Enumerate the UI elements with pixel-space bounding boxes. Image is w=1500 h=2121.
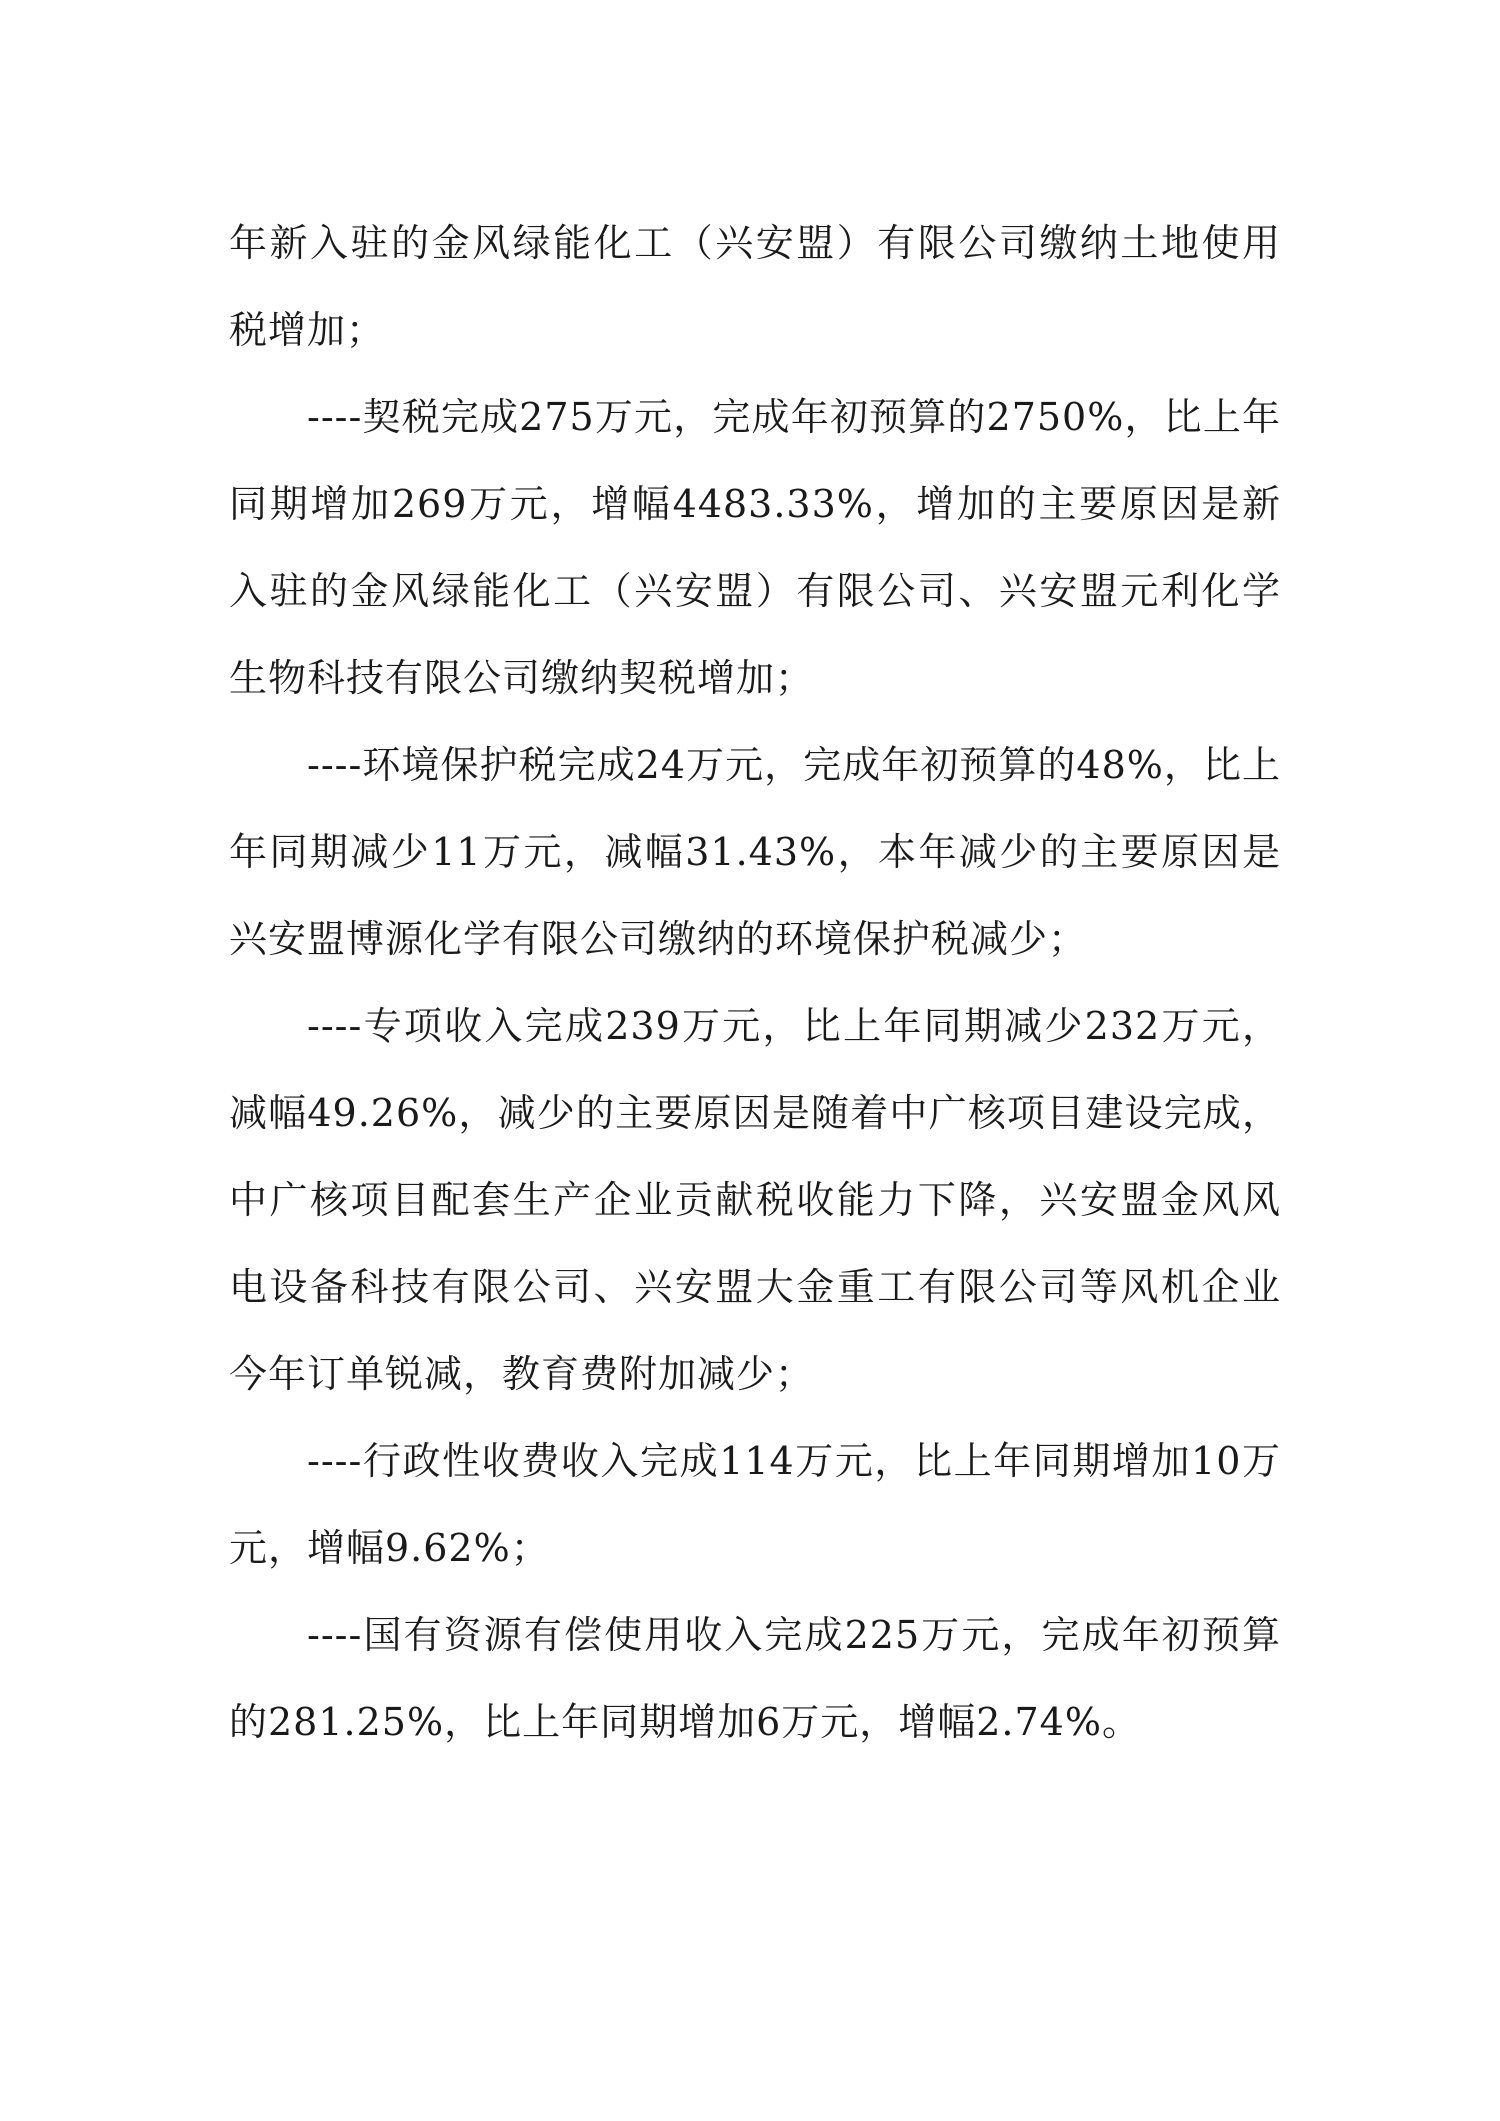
- document-body: [229, 200, 1281, 1766]
- paragraph-deed-tax: ----契税完成275万元，完成年初预算的2750%，比上年同期增加269万元，增幅4483.33%，增加的主要原因是新入驻的金风绿能化工（兴安盟）有限公司、兴安盟元利化学生物科技有限公司缴纳契税增加；: [229, 395, 1281, 700]
- paragraph-continuation: 年新入驻的金风绿能化工（兴安盟）有限公司缴纳土地使用税增加；: [229, 221, 1281, 352]
- paragraph-state-resource-income: ----国有资源有偿使用收入完成225万元，完成年初预算的281.25%，比上年同期增加6万元，增幅2.74%。: [229, 1613, 1281, 1744]
- paragraph-administrative-fees: ----行政性收费收入完成114万元，比上年同期增加10万元，增幅9.62%；: [229, 1439, 1281, 1570]
- paragraph-environmental-tax: ----环境保护税完成24万元，完成年初预算的48%，比上年同期减少11万元，减幅31.43%，本年减少的主要原因是兴安盟博源化学有限公司缴纳的环境保护税减少；: [229, 743, 1281, 961]
- paragraph-special-revenue: ----专项收入完成239万元，比上年同期减少232万元，减幅49.26%，减少的主要原因是随着中广核项目建设完成，中广核项目配套生产企业贡献税收能力下降，兴安盟金风风电设备科技有限公司、兴安盟大金重工有限公司等风机企业今年订单锐减，教育费附加减少；: [229, 1004, 1281, 1396]
